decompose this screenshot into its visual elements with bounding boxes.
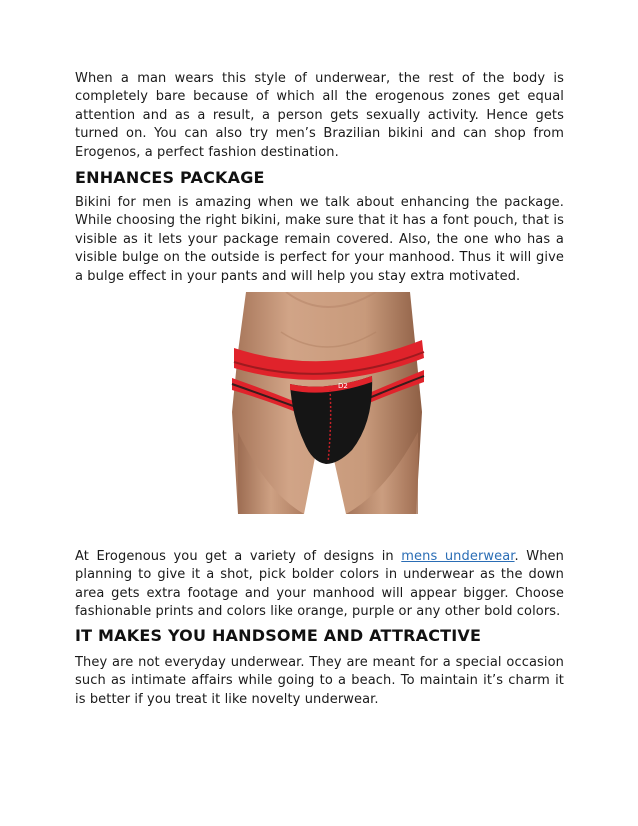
underwear-illustration (226, 292, 430, 514)
paragraph-handsome: They are not everyday underwear. They are meant for a special occasion such as intimate affairs while going to a beach. To maintain it’s charm it is better if you treat it like novelty underwear. (75, 655, 564, 707)
paragraph-enhances: Bikini for men is amazing when we talk about enhancing the package. While choosing the right bikini, make sure that it has a font pouch, that is visible as it lets your package remain covered. Also, the one who has a visible bulge on the outside is perfect for your manhood. Thus it will give a bulge effect in your pants and will help you stay extra motivated. (75, 195, 564, 284)
paragraph-variety (75, 548, 564, 622)
brand-logo: D2 (338, 382, 348, 390)
variety-text-after: . When planning to give it a shot, pick bolder colors in underwear as the down area gets extra footage and your manhood will appear bigger. Choose fashionable prints and colors like orange, purple or any other bold colors. (75, 549, 564, 620)
product-photo (226, 292, 430, 514)
variety-text-before: At Erogenous you get a variety of designs in (75, 549, 402, 564)
heading-enhances-package: ENHANCES PACKAGE (75, 168, 265, 187)
heading-handsome-attractive: IT MAKES YOU HANDSOME AND ATTRACTIVE (75, 626, 482, 645)
mens-underwear-link[interactable]: mens underwear (401, 549, 515, 564)
paragraph-intro: When a man wears this style of underwear, the rest of the body is completely bare because of which all the erogenous zones get equal attention and as a result, a person gets sexually activity. Hence gets turned on. You can also try men’s Brazilian bikini and can shop from Erogenos, a perfect fashion destination. (75, 71, 564, 160)
